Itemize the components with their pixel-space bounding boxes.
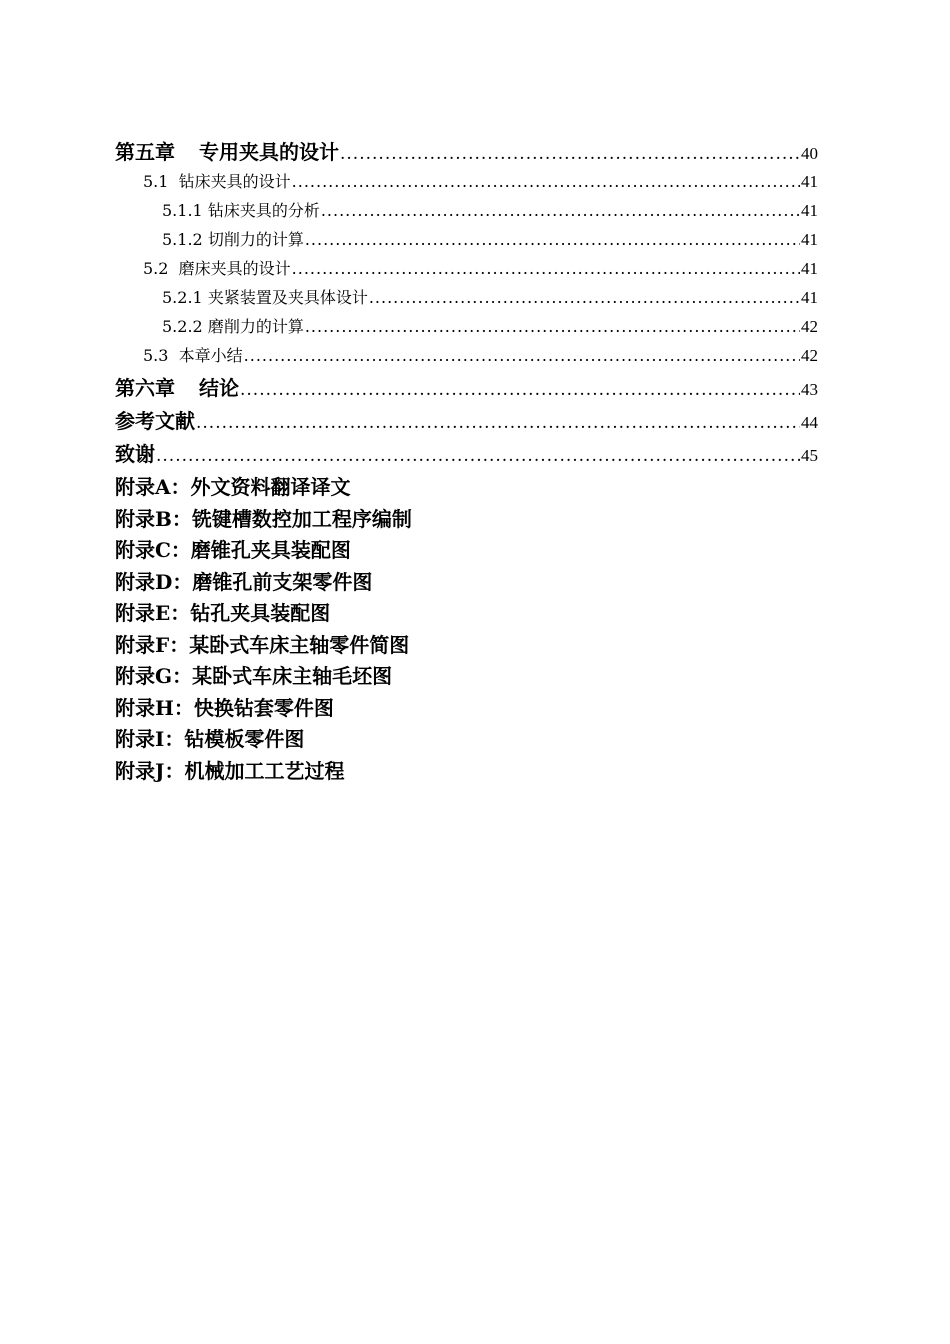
appendix-entry[interactable]: 附录D：磨锥孔前支架零件图 bbox=[115, 569, 373, 594]
toc-entry-title bbox=[143, 256, 291, 279]
toc-entry-number: 5.1.1 bbox=[162, 201, 203, 220]
toc-entry[interactable] bbox=[115, 198, 818, 227]
toc-entry-page: 41 bbox=[801, 259, 818, 278]
toc-entry-page: 41 bbox=[801, 288, 818, 307]
toc-entry-number: 5.2.1 bbox=[162, 288, 203, 307]
toc-entry-title bbox=[115, 136, 339, 165]
toc-leader-dots bbox=[305, 317, 800, 336]
toc-entry-title bbox=[115, 438, 155, 467]
toc-entry[interactable] bbox=[115, 136, 818, 169]
toc-entry[interactable] bbox=[115, 256, 818, 285]
toc-entry-title bbox=[115, 372, 239, 401]
toc-entry[interactable] bbox=[115, 285, 818, 314]
appendix-entry[interactable]: 附录J：机械加工工艺过程 bbox=[115, 758, 345, 783]
toc-leader-dots bbox=[156, 446, 800, 466]
toc-entry-text: 夹紧装置及夹具体设计 bbox=[207, 288, 368, 307]
toc-entry-title bbox=[162, 198, 320, 221]
toc-entry-title bbox=[143, 169, 291, 192]
toc-leader-dots bbox=[292, 259, 800, 278]
toc-entry[interactable] bbox=[115, 314, 818, 343]
toc-entry[interactable] bbox=[115, 343, 818, 372]
toc-leader-dots bbox=[369, 288, 800, 307]
toc-entry-title bbox=[162, 285, 368, 308]
toc-entry-page: 42 bbox=[801, 317, 818, 336]
toc-entry-page: 41 bbox=[801, 230, 818, 249]
toc-entry-number: 第五章 bbox=[115, 140, 175, 164]
toc-entry-number: 第六章 bbox=[115, 376, 175, 400]
toc-entry-number: 5.2.2 bbox=[162, 317, 203, 336]
toc-entry-number: 5.3 bbox=[143, 346, 169, 365]
toc-entry-number: 5.1.2 bbox=[162, 230, 203, 249]
toc-entry-text: 参考文献 bbox=[115, 409, 195, 433]
toc-leader-dots bbox=[240, 380, 800, 400]
appendix-entry[interactable]: 附录H：快换钻套零件图 bbox=[115, 695, 334, 720]
toc-entry-title bbox=[143, 343, 243, 366]
toc-entry-text: 致谢 bbox=[115, 442, 155, 466]
toc-entry-text: 钻床夹具的分析 bbox=[207, 201, 320, 220]
toc-entry-number: 5.2 bbox=[143, 259, 169, 278]
toc-entry-text: 本章小结 bbox=[178, 346, 243, 365]
toc-entry-text: 结论 bbox=[199, 376, 239, 400]
toc-entry-text: 切削力的计算 bbox=[207, 230, 304, 249]
toc-entry-page: 43 bbox=[801, 380, 818, 399]
toc-entry-title bbox=[115, 405, 195, 434]
appendix-entry[interactable]: 附录I：钻模板零件图 bbox=[115, 727, 305, 751]
appendix-entry[interactable]: 附录A：外文资料翻译译文 bbox=[115, 475, 351, 499]
toc-leader-dots bbox=[196, 413, 800, 433]
toc-entry[interactable] bbox=[115, 372, 818, 405]
toc-entry-text: 磨床夹具的设计 bbox=[178, 259, 291, 278]
toc-leader-dots bbox=[305, 230, 800, 249]
toc-entry[interactable] bbox=[115, 227, 818, 256]
toc-leader-dots bbox=[321, 201, 800, 220]
appendix-list bbox=[115, 472, 818, 787]
toc-entry-number: 5.1 bbox=[143, 172, 169, 191]
toc-entry-text: 专用夹具的设计 bbox=[199, 140, 339, 164]
toc-entry[interactable] bbox=[115, 405, 818, 438]
toc-entry-title bbox=[162, 314, 304, 337]
toc-entry-page: 40 bbox=[801, 144, 818, 163]
appendix-entry[interactable]: 附录C：磨锥孔夹具装配图 bbox=[115, 538, 351, 562]
toc-entry-text: 钻床夹具的设计 bbox=[178, 172, 291, 191]
toc-entry-title bbox=[162, 227, 304, 250]
toc-entry-page: 41 bbox=[801, 201, 818, 220]
toc-entry-page: 41 bbox=[801, 172, 818, 191]
appendix-entry[interactable]: 附录G：某卧式车床主轴毛坯图 bbox=[115, 664, 393, 688]
toc-entry-page: 42 bbox=[801, 346, 818, 365]
toc-leader-dots bbox=[292, 172, 800, 191]
toc-entry-page: 44 bbox=[801, 413, 818, 432]
appendix-entry[interactable]: 附录F：某卧式车床主轴零件简图 bbox=[115, 632, 410, 657]
toc-entry-text: 磨削力的计算 bbox=[207, 317, 304, 336]
toc-leader-dots bbox=[340, 144, 800, 164]
toc-entry[interactable] bbox=[115, 169, 818, 198]
appendix-entry[interactable]: 附录B：铣键槽数控加工程序编制 bbox=[115, 506, 412, 531]
toc-entry[interactable] bbox=[115, 438, 818, 471]
toc-leader-dots bbox=[244, 346, 800, 365]
toc-entry-page: 45 bbox=[801, 446, 818, 465]
table-of-contents bbox=[115, 136, 818, 471]
appendix-entry[interactable]: 附录E：钻孔夹具装配图 bbox=[115, 601, 331, 625]
